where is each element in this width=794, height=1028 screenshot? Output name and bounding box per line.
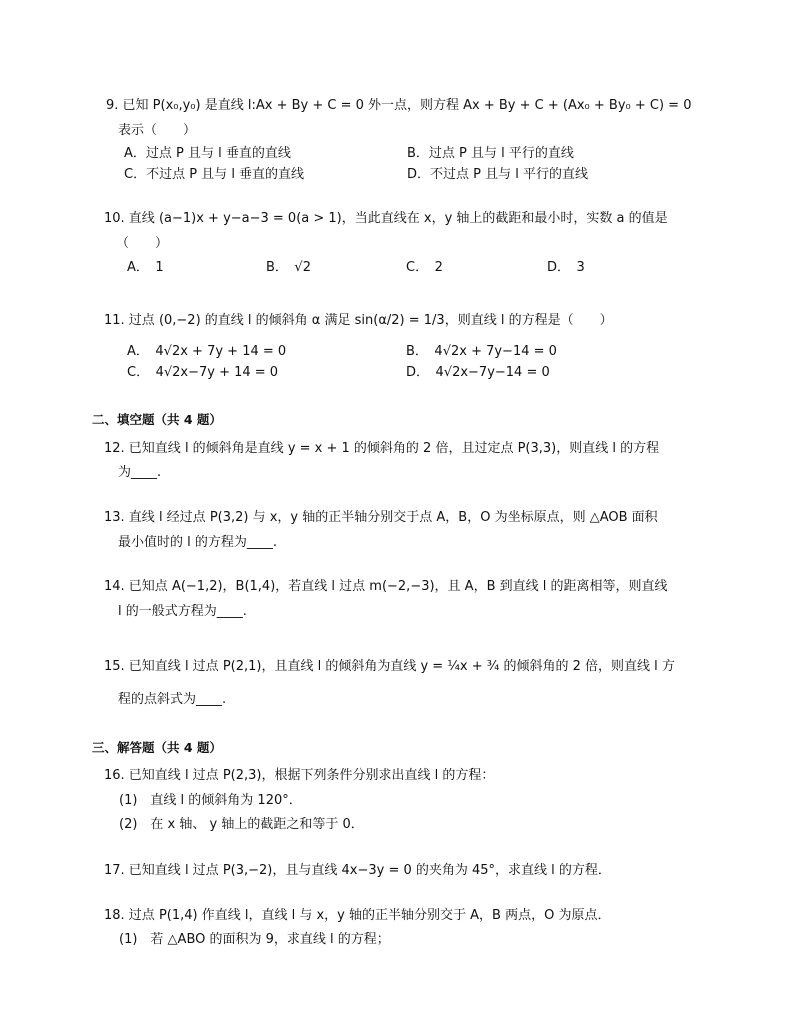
q10-option-d: D． 3: [547, 260, 585, 275]
q11-stem: 11. 过点 (0,−2) 的直线 l 的倾斜角 α 满足 sin(α/2) = 1/3，则直线 l 的方程是（ ）: [104, 313, 613, 328]
q16-sub1: (1) 直线 l 的倾斜角为 120°．: [119, 793, 302, 808]
q11-option-c: C． 4√2x−7y + 14 = 0: [127, 365, 279, 380]
q10-stem-line2: （ ）: [116, 236, 169, 251]
q14-stem-line2: l 的一般式方程为____.: [118, 604, 247, 619]
q10-stem-line1: 10. 直线 (a−1)x + y−a−3 = 0(a > 1)，当此直线在 x，y 轴上的截距和最小时，实数 a 的值是: [104, 211, 668, 226]
section-heading-fill-in: 二、填空题（共 4 题）: [92, 412, 222, 427]
q18-sub1: (1) 若 △ABO 的面积为 9，求直线 l 的方程；: [119, 932, 390, 947]
q9-stem-line1: 9. 已知 P(x₀,y₀) 是直线 l:Ax + By + C = 0 外一点，则方程 Ax + By + C + (Ax₀ + By₀ + C) = 0: [106, 98, 692, 113]
q15-stem-line2: 程的点斜式为____.: [118, 692, 227, 707]
q11-option-b: B． 4√2x + 7y−14 = 0: [406, 344, 557, 359]
q11-option-d: D． 4√2x−7y−14 = 0: [406, 365, 550, 380]
q9-option-b: B．过点 P 且与 l 平行的直线: [407, 146, 574, 161]
q10-option-a: A． 1: [127, 260, 164, 275]
q12-stem-line1: 12. 已知直线 l 的倾斜角是直线 y = x + 1 的倾斜角的 2 倍，且过定点 P(3,3)，则直线 l 的方程: [104, 441, 660, 456]
q9-stem-line2: 表示（ ）: [118, 123, 197, 138]
q9-option-a: A．过点 P 且与 l 垂直的直线: [124, 146, 291, 161]
q18-stem: 18. 过点 P(1,4) 作直线 l，直线 l 与 x，y 轴的正半轴分别交于 A，B 两点，O 为原点．: [104, 908, 611, 923]
section-heading-solutions: 三、解答题（共 4 题）: [92, 740, 222, 755]
q16-sub2: (2) 在 x 轴、 y 轴上的截距之和等于 0．: [119, 817, 364, 832]
q14-stem-line1: 14. 已知点 A(−1,2)，B(1,4)，若直线 l 过点 m(−2,−3)，且 A，B 到直线 l 的距离相等，则直线: [104, 579, 668, 594]
q10-option-b: B． √2: [266, 260, 311, 275]
q17-stem: 17. 已知直线 l 过点 P(3,−2)，且与直线 4x−3y = 0 的夹角为 45°，求直线 l 的方程．: [104, 863, 611, 878]
q15-stem-line1: 15. 已知直线 l 过点 P(2,1)，且直线 l 的倾斜角为直线 y = ¼x + ¾ 的倾斜角的 2 倍，则直线 l 方: [104, 659, 675, 674]
q11-option-a: A． 4√2x + 7y + 14 = 0: [127, 344, 287, 359]
q9-option-d: D．不过点 P 且与 l 平行的直线: [407, 167, 588, 182]
q16-stem: 16. 已知直线 l 过点 P(2,3)，根据下列条件分别求出直线 l 的方程：: [104, 768, 495, 783]
q13-stem-line1: 13. 直线 l 经过点 P(3,2) 与 x，y 轴的正半轴分别交于点 A，B，O 为坐标原点，则 △AOB 面积: [104, 510, 658, 525]
q10-option-c: C． 2: [406, 260, 443, 275]
q9-option-c: C．不过点 P 且与 l 垂直的直线: [124, 167, 305, 182]
q12-stem-line2: 为____.: [118, 465, 162, 480]
q13-stem-line2: 最小值时的 l 的方程为____.: [118, 535, 278, 550]
